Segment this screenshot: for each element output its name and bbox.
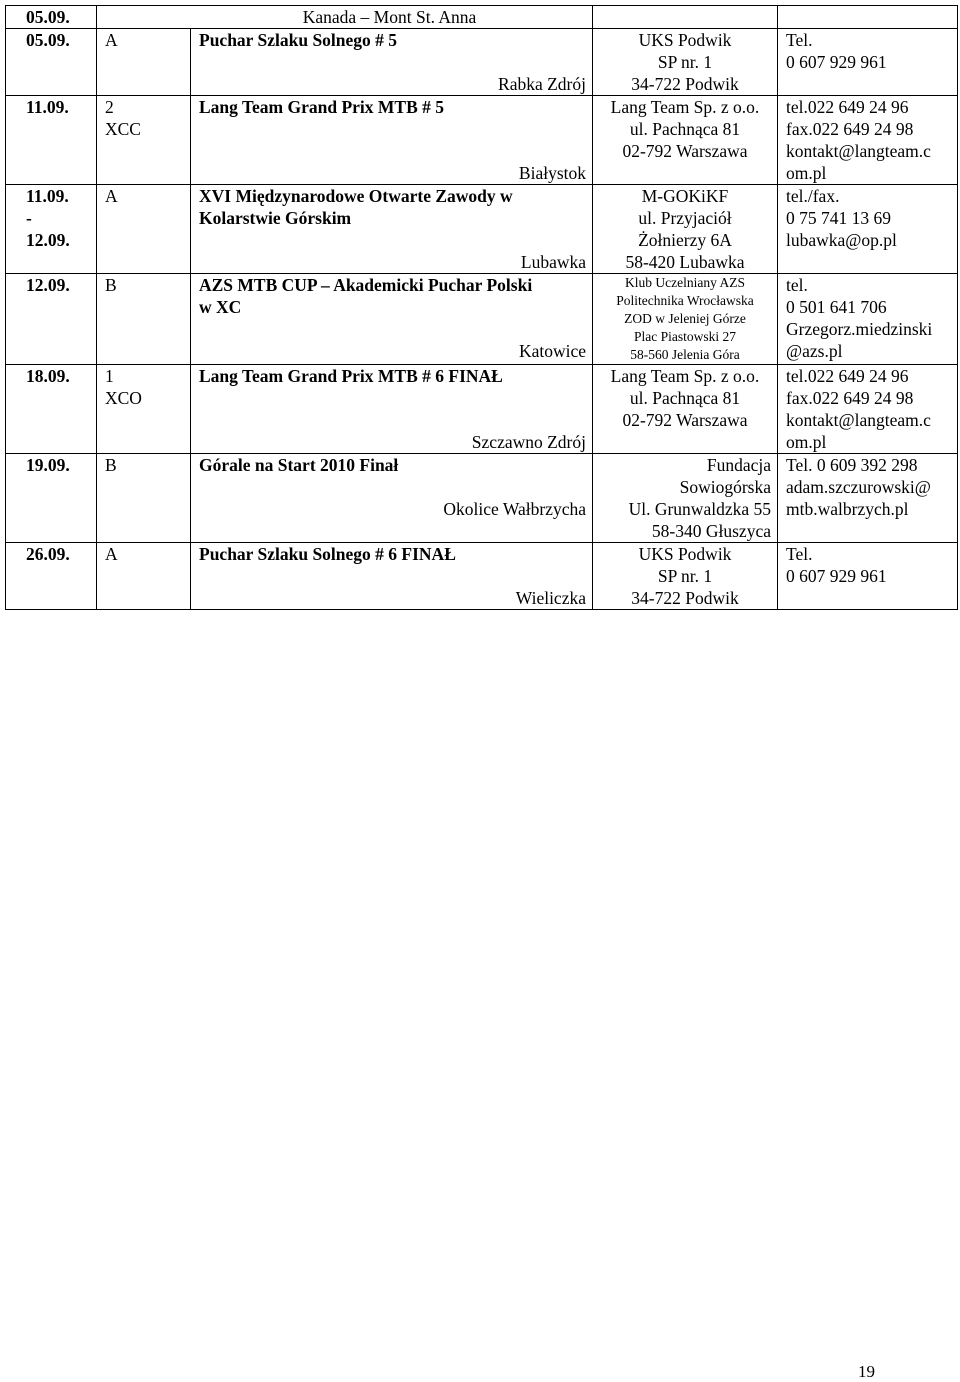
event-cell [191, 274, 593, 365]
line: 58-560 Jelenia Góra [630, 347, 740, 362]
place: Kanada – Mont St. Anna [302, 7, 477, 27]
line: Lang Team Sp. z o.o. [610, 97, 760, 117]
line: ul. Przyjaciół [638, 208, 732, 228]
line: A [105, 30, 118, 50]
category-cell [97, 274, 191, 365]
line: Żołnierzy 6A [638, 230, 732, 250]
line: Politechnika Wrocławska [616, 293, 754, 308]
contact-cell [778, 454, 958, 543]
line: kontakt@langteam.c [786, 141, 931, 161]
organizer-cell [593, 185, 778, 274]
line: om.pl [786, 432, 827, 452]
line: 34-722 Podwik [631, 588, 739, 608]
line: fax.022 649 24 98 [786, 119, 914, 139]
line: lubawka@op.pl [786, 230, 897, 250]
place: Lubawka [520, 252, 586, 272]
event-cell [191, 185, 593, 274]
event-name: Puchar Szlaku Solnego # 5 [199, 30, 398, 50]
place: Wieliczka [515, 588, 586, 608]
line: Fundacja [706, 455, 771, 475]
event-cell [191, 365, 593, 454]
event-name: Lang Team Grand Prix MTB # 5 [199, 97, 445, 117]
line: B [105, 455, 117, 475]
line: SP nr. 1 [657, 52, 713, 72]
place: Katowice [518, 341, 586, 361]
line: XCC [105, 119, 141, 139]
line: ul. Pachnąca 81 [629, 388, 741, 408]
contact-cell [778, 29, 958, 96]
place: Białystok [518, 163, 586, 183]
category-cell [97, 29, 191, 96]
line: 02-792 Warszawa [622, 410, 748, 430]
line: Lang Team Sp. z o.o. [610, 366, 760, 386]
event-cell [191, 543, 593, 610]
line: tel. [786, 275, 808, 295]
line: 2 [105, 97, 114, 117]
line: A [105, 186, 118, 206]
event-name: w XC [199, 297, 242, 317]
line: om.pl [786, 163, 827, 183]
table-row [6, 274, 958, 365]
contact-cell [778, 274, 958, 365]
line: Sowiogórska [679, 477, 771, 497]
line: @azs.pl [786, 341, 843, 361]
line: adam.szczurowski@ [786, 477, 931, 497]
date-cell [6, 365, 97, 454]
line: fax.022 649 24 98 [786, 388, 914, 408]
organizer-cell [593, 6, 778, 29]
date-cell [6, 96, 97, 185]
line: tel./fax. [786, 186, 840, 206]
contact-cell [778, 365, 958, 454]
date-cell [6, 274, 97, 365]
event-name: Lang Team Grand Prix MTB # 6 FINAŁ [199, 366, 503, 386]
organizer-cell [593, 274, 778, 365]
line: 05.09. [26, 30, 70, 50]
line: 58-420 Lubawka [625, 252, 745, 272]
line: SP nr. 1 [657, 566, 713, 586]
organizer-cell [593, 543, 778, 610]
date-cell [6, 185, 97, 274]
line: 12.09. [26, 230, 70, 250]
line: 0 501 641 706 [786, 297, 887, 317]
line: 26.09. [26, 544, 70, 564]
line: 0 75 741 13 69 [786, 208, 891, 228]
line: 05.09. [26, 7, 70, 27]
line: B [105, 275, 117, 295]
line: 11.09. [26, 97, 69, 117]
line: - [26, 208, 32, 228]
event-name: Kolarstwie Górskim [199, 208, 352, 228]
line: tel.022 649 24 96 [786, 97, 909, 117]
line: 11.09. [26, 186, 69, 206]
date-cell [6, 454, 97, 543]
line: Grzegorz.miedzinski [786, 319, 933, 339]
line: 12.09. [26, 275, 70, 295]
table-row [6, 6, 958, 29]
line: XCO [105, 388, 142, 408]
table-row [6, 543, 958, 610]
event-cell [191, 454, 593, 543]
line: UKS Podwik [638, 30, 732, 50]
table-row [6, 29, 958, 96]
line: UKS Podwik [638, 544, 732, 564]
place-cell [97, 6, 593, 29]
table-row [6, 96, 958, 185]
category-cell [97, 96, 191, 185]
line: ul. Pachnąca 81 [629, 119, 741, 139]
line: Ul. Grunwaldzka 55 [628, 499, 771, 519]
line: M-GOKiKF [641, 186, 729, 206]
contact-cell [778, 543, 958, 610]
table-row [6, 185, 958, 274]
event-name: AZS MTB CUP – Akademicki Puchar Polski [199, 275, 533, 295]
line: Tel. [786, 544, 813, 564]
line: 18.09. [26, 366, 70, 386]
place: Rabka Zdrój [498, 74, 586, 94]
line: A [105, 544, 118, 564]
place: Szczawno Zdrój [471, 432, 586, 452]
event-cell [191, 29, 593, 96]
line: 58-340 Głuszyca [651, 521, 771, 541]
organizer-cell [593, 365, 778, 454]
line: 0 607 929 961 [786, 566, 887, 586]
line: mtb.walbrzych.pl [786, 499, 909, 519]
category-cell [97, 454, 191, 543]
category-cell [97, 185, 191, 274]
event-cell [191, 96, 593, 185]
date-cell [6, 543, 97, 610]
line: tel.022 649 24 96 [786, 366, 909, 386]
line: 02-792 Warszawa [622, 141, 748, 161]
page-number: 19 [858, 1362, 875, 1381]
events-table [5, 5, 958, 610]
contact-cell [778, 185, 958, 274]
table-row [6, 365, 958, 454]
organizer-cell [593, 29, 778, 96]
event-name: Górale na Start 2010 Finał [199, 455, 399, 475]
organizer-cell [593, 96, 778, 185]
organizer-cell [593, 454, 778, 543]
line: Plac Piastowski 27 [633, 329, 736, 344]
category-cell [97, 543, 191, 610]
line: Tel. [786, 30, 813, 50]
category-cell [97, 365, 191, 454]
line: Tel. 0 609 392 298 [786, 455, 918, 475]
event-name: XVI Międzynarodowe Otwarte Zawody w [199, 186, 513, 206]
line: Klub Uczelniany AZS [625, 275, 745, 290]
contact-cell [778, 96, 958, 185]
date-cell [6, 6, 97, 29]
place: Okolice Wałbrzycha [443, 499, 586, 519]
event-name: Puchar Szlaku Solnego # 6 FINAŁ [199, 544, 456, 564]
table-row [6, 454, 958, 543]
line: 19.09. [26, 455, 70, 475]
date-cell [6, 29, 97, 96]
line: ZOD w Jeleniej Górze [624, 311, 746, 326]
line: 0 607 929 961 [786, 52, 887, 72]
line: kontakt@langteam.c [786, 410, 931, 430]
line: 34-722 Podwik [631, 74, 739, 94]
contact-cell [778, 6, 958, 29]
line: 1 [105, 366, 114, 386]
